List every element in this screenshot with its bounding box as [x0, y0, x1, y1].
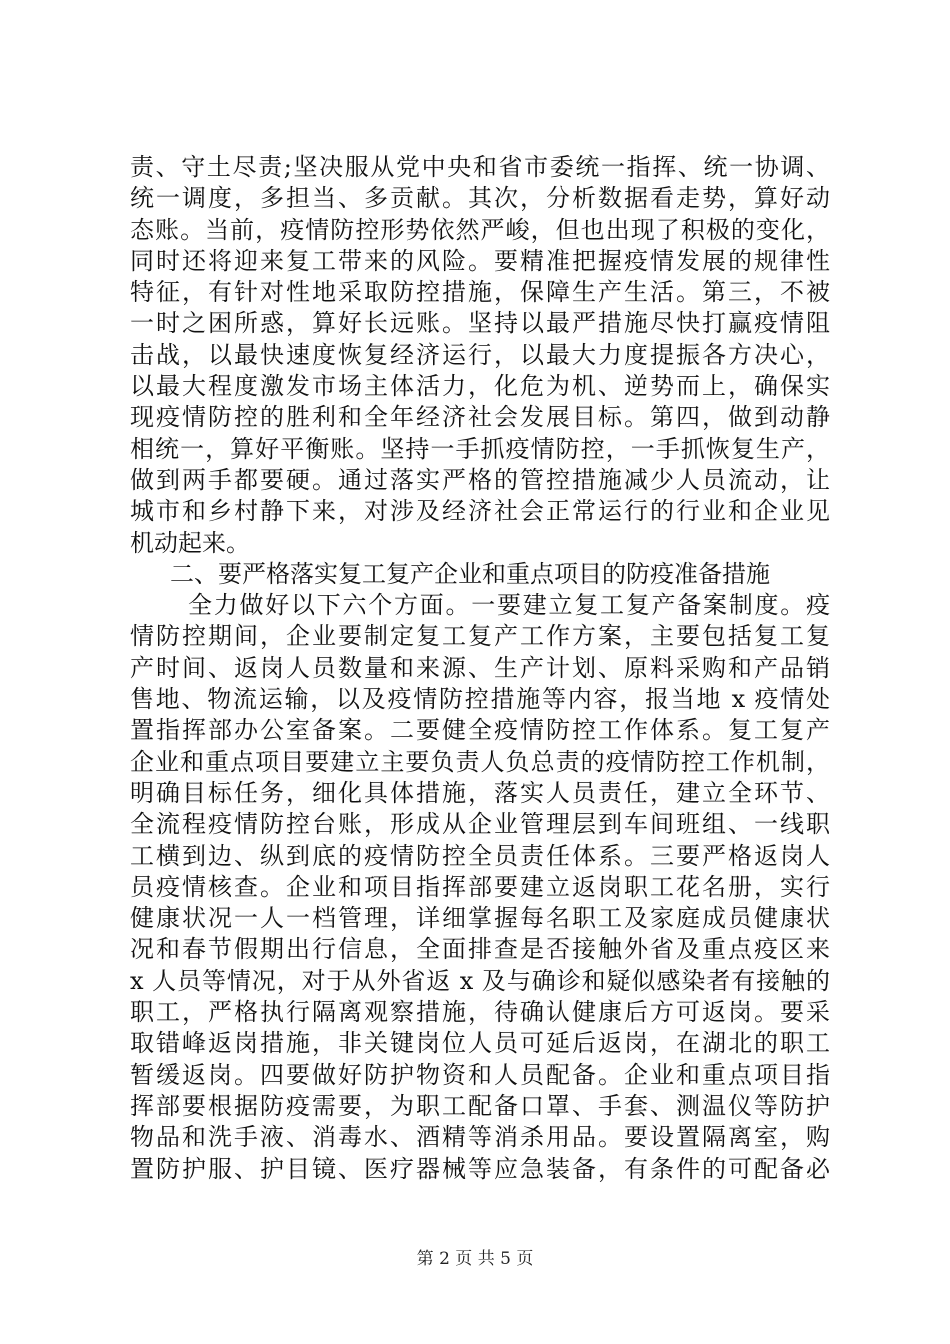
paragraph-line: 做到两手都要硬。通过落实严格的管控措施减少人员流动，让: [130, 465, 830, 494]
paragraph-line: 机动起来。: [130, 528, 250, 557]
paragraph-line: 全流程疫情防控台账，形成从企业管理层到车间班组、一线职: [130, 810, 830, 839]
paragraph-line: 态账。当前，疫情防控形势依然严峻，但也出现了积极的变化，: [130, 215, 830, 244]
paragraph-line: 挥部要根据防疫需要，为职工配备口罩、手套、测温仪等防护: [130, 1091, 830, 1120]
paragraph-line: 相统一，算好平衡账。坚持一手抓疫情防控，一手抓恢复生产，: [130, 434, 830, 463]
paragraph-line: 况和春节假期出行信息，全面排查是否接触外省及重点疫区来: [130, 935, 830, 964]
paragraph-line: 情防控期间，企业要制定复工复产工作方案，主要包括复工复: [130, 622, 830, 651]
paragraph-line: 全力做好以下六个方面。一要建立复工复产备案制度。疫: [188, 591, 830, 620]
paragraph-line: 一时之困所惑，算好长远账。坚持以最严措施尽快打赢疫情阻: [130, 309, 830, 338]
paragraph-line: 置指挥部办公室备案。二要健全疫情防控工作体系。复工复产: [130, 716, 830, 745]
paragraph-line: 同时还将迎来复工带来的风险。要精准把握疫情发展的规律性: [130, 246, 830, 275]
paragraph-line: 以最大程度激发市场主体活力，化危为机、逆势而上，确保实: [130, 372, 830, 401]
paragraph-line: 现疫情防控的胜利和全年经济社会发展目标。第四，做到动静: [130, 403, 830, 432]
paragraph-line: 企业和重点项目要建立主要负责人负总责的疫情防控工作机制，: [130, 747, 830, 776]
paragraph-line: 特征，有针对性地采取防控措施，保障生产生活。第三，不被: [130, 278, 830, 307]
paragraph-line: 健康状况一人一档管理，详细掌握每名职工及家庭成员健康状: [130, 904, 830, 933]
paragraph-line: 工横到边、纵到底的疫情防控全员责任体系。三要严格返岗人: [130, 841, 830, 870]
paragraph-line: 统一调度，多担当、多贡献。其次，分析数据看走势，算好动: [130, 184, 830, 213]
paragraph-line: 击战，以最快速度恢复经济运行，以最大力度提振各方决心，: [130, 340, 830, 369]
paragraph-line: 城市和乡村静下来，对涉及经济社会正常运行的行业和企业见: [130, 497, 830, 526]
body-text: [130, 152, 830, 1185]
section-heading: 二、要严格落实复工复产企业和重点项目的防疫准备措施: [170, 559, 770, 588]
paragraph-line: 暂缓返岗。四要做好防护物资和人员配备。企业和重点项目指: [130, 1060, 830, 1089]
paragraph-line: 员疫情核查。企业和项目指挥部要建立返岗职工花名册，实行: [130, 872, 830, 901]
paragraph-line: 置防护服、护目镜、医疗器械等应急装备，有条件的可配备必: [130, 1154, 830, 1183]
paragraph-line: 物品和洗手液、消毒水、酒精等消杀用品。要设置隔离室，购: [130, 1123, 830, 1152]
paragraph-line: 责、守土尽责;坚决服从党中央和省市委统一指挥、统一协调、: [130, 153, 830, 181]
paragraph-line: 取错峰返岗措施，非关键岗位人员可延后返岗，在湖北的职工: [130, 1029, 830, 1058]
paragraph-line: x 人员等情况，对于从外省返 x 及与确诊和疑似感染者有接触的: [130, 966, 830, 995]
paragraph-line: 职工，严格执行隔离观察措施，待确认健康后方可返岗。要采: [130, 998, 830, 1027]
page-number-footer: 第 2 页 共 5 页: [416, 1249, 534, 1269]
paragraph-line: 售地、物流运输，以及疫情防控措施等内容，报当地 x 疫情处: [130, 685, 830, 714]
paragraph-line: 产时间、返岗人员数量和来源、生产计划、原料采购和产品销: [130, 653, 830, 682]
paragraph-line: 明确目标任务，细化具体措施，落实人员责任，建立全环节、: [130, 778, 830, 807]
